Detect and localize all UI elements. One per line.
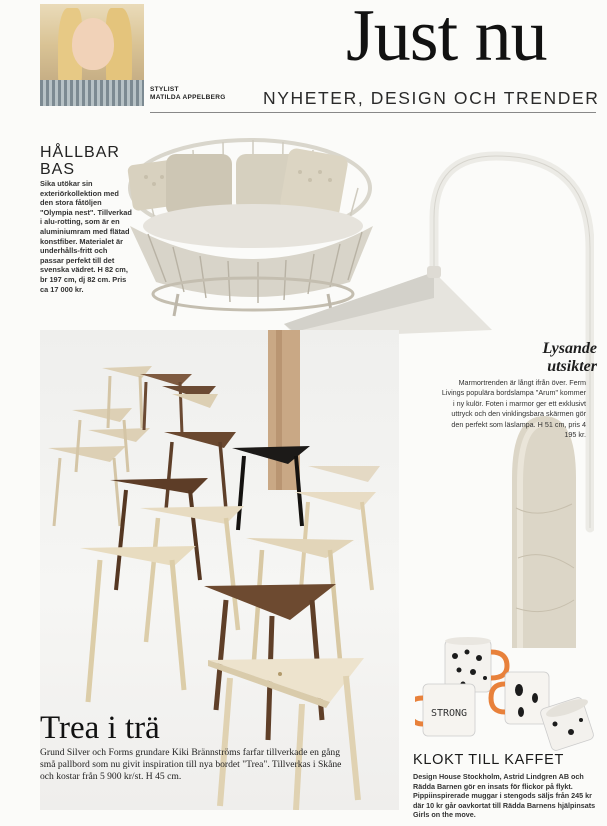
lamp-article-title — [477, 340, 597, 376]
chair-title-line1: HÅLLBAR — [40, 144, 120, 161]
pippi-mugs-image — [415, 632, 600, 752]
mug-strong-text: STRONG — [430, 708, 468, 719]
stylist-name: MATILDA APPELBERG — [150, 94, 226, 101]
lamp-title-line1: Lysande — [542, 340, 597, 357]
stylist-portrait — [40, 4, 144, 106]
stool-article-title: Trea i trä — [40, 710, 160, 746]
chair-article-body: Sika utökar sin exteriörkollektion med den stora fåtöljen "Olympia nest". Tillverkad i alu-rotting, som är en aluminiumram med flätad konstfiber. Materialet är underhålls-fritt och passar perfekt till det svenska vädret. H 82 cm, br 197 cm, dj 82 cm. Pris ca 17 000 kr. — [40, 179, 132, 294]
chair-article-title — [40, 144, 120, 178]
stool-article-body: Grund Silver och Forms grundare Kiki Brännströms farfar tillverkade en gång små pallbord som nu givit inspiration till nya bordet "Trea". Tillverkas i Skåne och kostar från 5 900 kr/st. H 45 cm. — [40, 747, 342, 782]
mugs-article-body: Design House Stockholm, Astrid Lindgren AB och Rädda Barnen gör en insats för flickor på flykt. Pippiinspirerade muggar i stengods säljs från 245 kr där 10 kr går oavkortat till Rädda Barnens hjälpinsats Girls on the move. — [413, 772, 596, 819]
mugs-article-title: KLOKT TILL KAFFET — [413, 752, 565, 768]
chair-title-line2: BAS — [40, 161, 76, 178]
stylist-byline — [150, 86, 226, 102]
page-subtitle: NYHETER, DESIGN OCH TRENDER — [263, 88, 600, 108]
lamp-article-body: Marmortrenden är långt ifrån över. Ferm Livings populära bordslampa "Arum" kommer i ny kulör. Foten i marmor ger ett exklusivt uttryck och den vinklingsbara skärmen gör den perfekt som läslampa. H 51 cm, pris 4 195 kr. — [441, 378, 586, 440]
page-title: Just nu — [346, 0, 547, 77]
header-divider — [150, 112, 596, 113]
lamp-title-line2: utsikter — [547, 358, 597, 375]
stylist-role: STYLIST — [150, 86, 179, 93]
